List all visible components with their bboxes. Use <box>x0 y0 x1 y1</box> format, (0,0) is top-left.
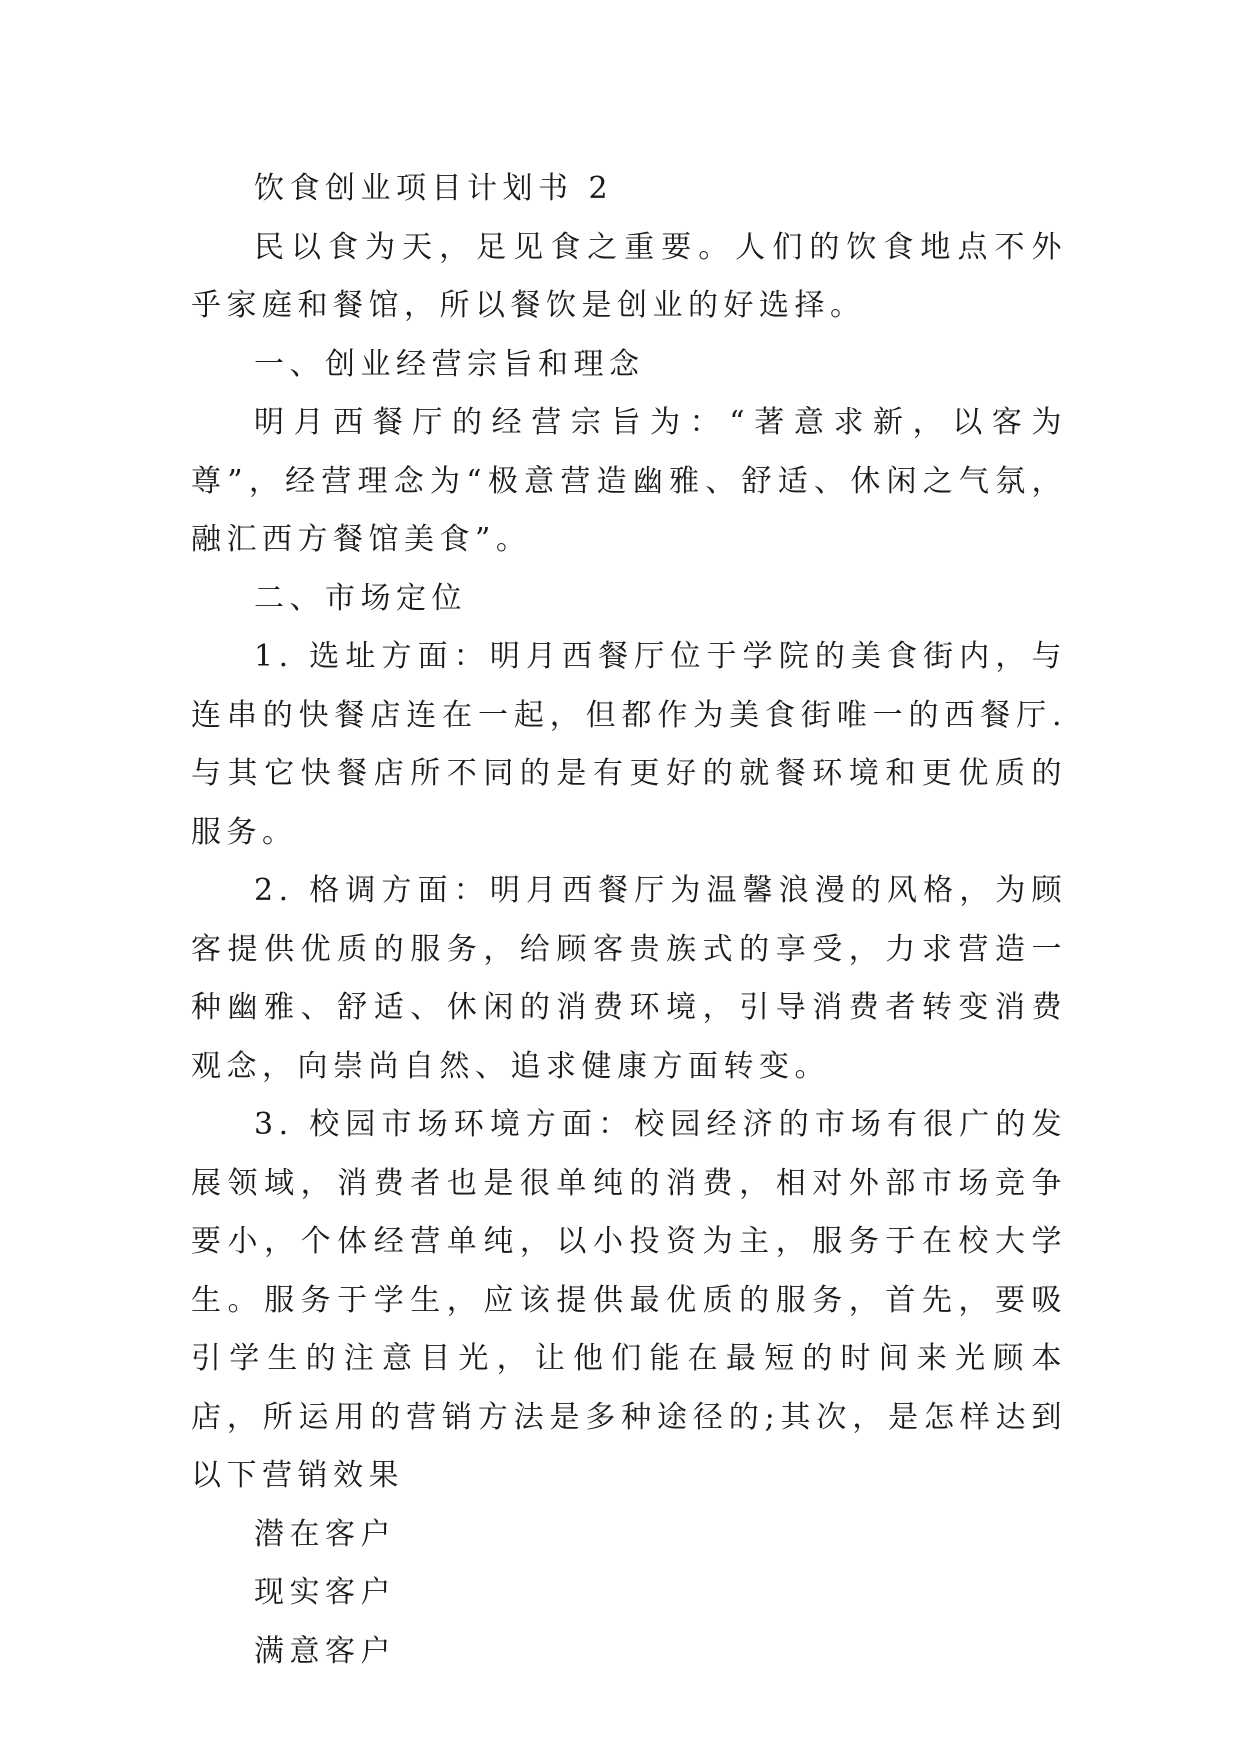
style-paragraph: 2. 格调方面：明月西餐厅为温馨浪漫的风格，为顾客提供优质的服务，给顾客贵族式的享受，力求营造一种幽雅、舒适、休闲的消费环境，引导消费者转变消费观念，向崇尚自然、追求健康方面转变。 <box>191 873 1067 1084</box>
mission-paragraph: 明月西餐厅的经营宗旨为：“著意求新，以客为尊”，经营理念为“极意营造幽雅、舒适、休闲之气氛，融汇西方餐馆美食”。 <box>191 405 1067 557</box>
customer-stage-potential: 潜在客户 <box>254 1516 396 1552</box>
customer-stage-satisfied: 满意客户 <box>254 1633 396 1669</box>
intro-paragraph: 民以食为天，足见食之重要。人们的饮食地点不外乎家庭和餐馆，所以餐饮是创业的好选择。 <box>191 229 1067 323</box>
location-paragraph: 1. 选址方面：明月西餐厅位于学院的美食街内，与连串的快餐店连在一起，但都作为美食街唯一的西餐厅. 与其它快餐店所不同的是有更好的就餐环境和更优质的服务。 <box>191 639 1067 850</box>
document-body <box>191 160 1067 1681</box>
document-title: 饮食创业项目计划书 2 <box>254 171 614 206</box>
customer-stage-actual: 现实客户 <box>254 1575 396 1610</box>
section-heading-2: 二、市场定位 <box>254 580 467 616</box>
section-heading-1: 一、创业经营宗旨和理念 <box>254 346 645 382</box>
market-environment-paragraph: 3. 校园市场环境方面：校园经济的市场有很广的发展领域，消费者也是很单纯的消费，相对外部市场竞争要小，个体经营单纯，以小投资为主，服务于在校大学生。服务于学生，应该提供最优质的服务，首先，要吸引学生的注意目光，让他们能在最短的时间来光顾本店，所运用的营销方法是多种途径的;其次，是怎样达到以下营销效果 <box>191 1107 1067 1493</box>
